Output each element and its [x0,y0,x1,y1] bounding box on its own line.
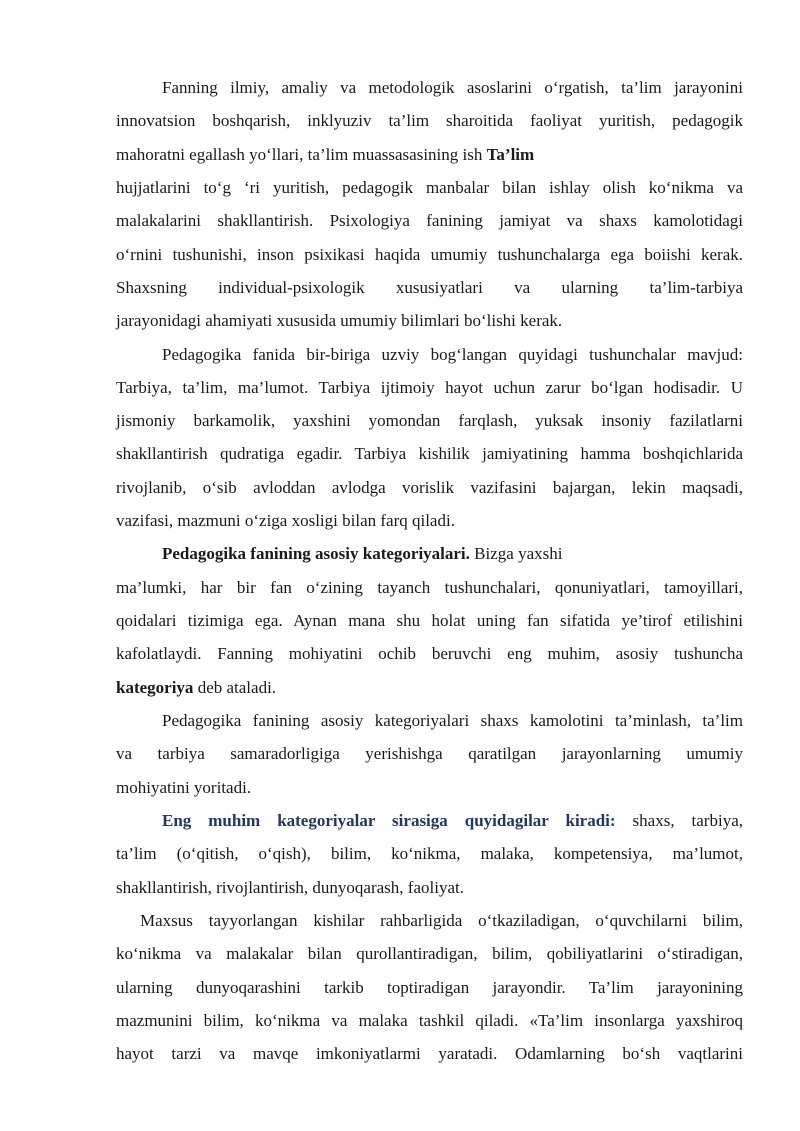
text-line [116,145,743,165]
text-span: mahoratni egallash yo‘llari, ta’lim muassasasining ish [116,145,487,164]
text-line [162,544,743,564]
section-heading: Pedagogika fanining asosiy kategoriyalari. [162,544,470,563]
text-line: ta’lim (o‘qitish, o‘qish), bilim, ko‘nikma, malaka, kompetensiya, ma’lumot, [116,844,743,863]
text-line: Maxsus tayyorlangan kishilar rahbarligida o‘tkaziladigan, o‘quvchilarni bilim, [140,911,743,930]
text-line: ko‘nikma va malakalar bilan qurollantiradigan, bilim, qobiliyatlarini o‘stiradigan, [116,944,743,963]
text-line: qoidalari tizimiga ega. Aynan mana shu holat uning fan sifatida ye’tirof etilishini [116,611,743,630]
text-line: kafolatlaydi. Fanning mohiyatini ochib beruvchi eng muhim, asosiy tushuncha [116,644,743,663]
text-span: shaxs, tarbiya, [615,811,743,830]
text-line: vazifasi, mazmuni o‘ziga xosligi bilan farq qiladi. [116,511,455,530]
text-line: Pedagogika fanining asosiy kategoriyalari shaxs kamolotini ta’minlash, ta’lim [162,711,743,730]
text-line: hayot tarzi va mavqe imkoniyatlarmi yaratadi. Odamlarning bo‘sh vaqtlarini [116,1044,743,1063]
text-span: deb ataladi. [193,678,277,697]
text-line: Tarbiya, ta’lim, ma’lumot. Tarbiya ijtimoiy hayot uchun zarur bo‘lgan hodisadir. U [116,378,743,397]
bold-term: Ta’lim [486,145,535,164]
text-line [116,678,743,698]
text-line: o‘rnini tushunishi, inson psixikasi haqida umumiy tushunchalarga ega boiishi kerak. [116,245,743,264]
text-line: mazmunini bilim, ko‘nikma va malaka tashkil qiladi. «Ta’lim insonlarga yaxshiroq [116,1011,743,1030]
text-span: Bizga yaxshi [469,544,563,563]
highlighted-heading: Eng muhim kategoriyalar sirasiga quyidagilar kiradi: [162,811,616,830]
text-line: shakllantirish, rivojlantirish, dunyoqarash, faoliyat. [116,878,464,897]
text-line: innovatsion boshqarish, inklyuziv ta’lim sharoitida faoliyat yuritish, pedagogik [116,111,743,130]
text-line: va tarbiya samaradorligiga yerishishga qaratilgan jarayonlarning umumiy [116,744,743,763]
text-line: jarayonidagi ahamiyati xususida umumiy bilimlari bo‘lishi kerak. [116,311,563,330]
text-line: Pedagogika fanida bir-biriga uzviy bog‘langan quyidagi tushunchalar mavjud: [162,345,743,364]
text-line [162,811,743,831]
text-line: hujjatlarini to‘g ‘ri yuritish, pedagogik manbalar bilan ishlay olish ko‘nikma va [116,178,743,197]
text-line: ma’lumki, har bir fan o‘zining tayanch tushunchalari, qonuniyatlari, tamoyillari, [116,578,743,597]
text-line: malakalarini shakllantirish. Psixologiya fanining jamiyat va shaxs kamolotidagi [116,211,743,230]
text-line: rivojlanib, o‘sib avloddan avlodga vorislik vazifasini bajargan, lekin maqsadi, [116,478,743,497]
text-line: Fanning ilmiy, amaliy va metodologik asoslarini o‘rgatish, ta’lim jarayonini [162,78,743,97]
text-line: Shaxsning individual-psixologik xususiyatlari va ularning ta’lim-tarbiya [116,278,743,297]
bold-term: kategoriya [116,678,194,697]
text-line: jismoniy barkamolik, yaxshini yomondan farqlash, yuksak insoniy fazilatlarni [116,411,743,430]
text-line: ularning dunyoqarashini tarkib toptiradigan jarayondir. Ta’lim jarayonining [116,978,743,997]
text-line: mohiyatini yoritadi. [116,778,252,797]
text-line: shakllantirish qudratiga egadir. Tarbiya kishilik jamiyatining hamma boshqichlarida [116,444,743,463]
